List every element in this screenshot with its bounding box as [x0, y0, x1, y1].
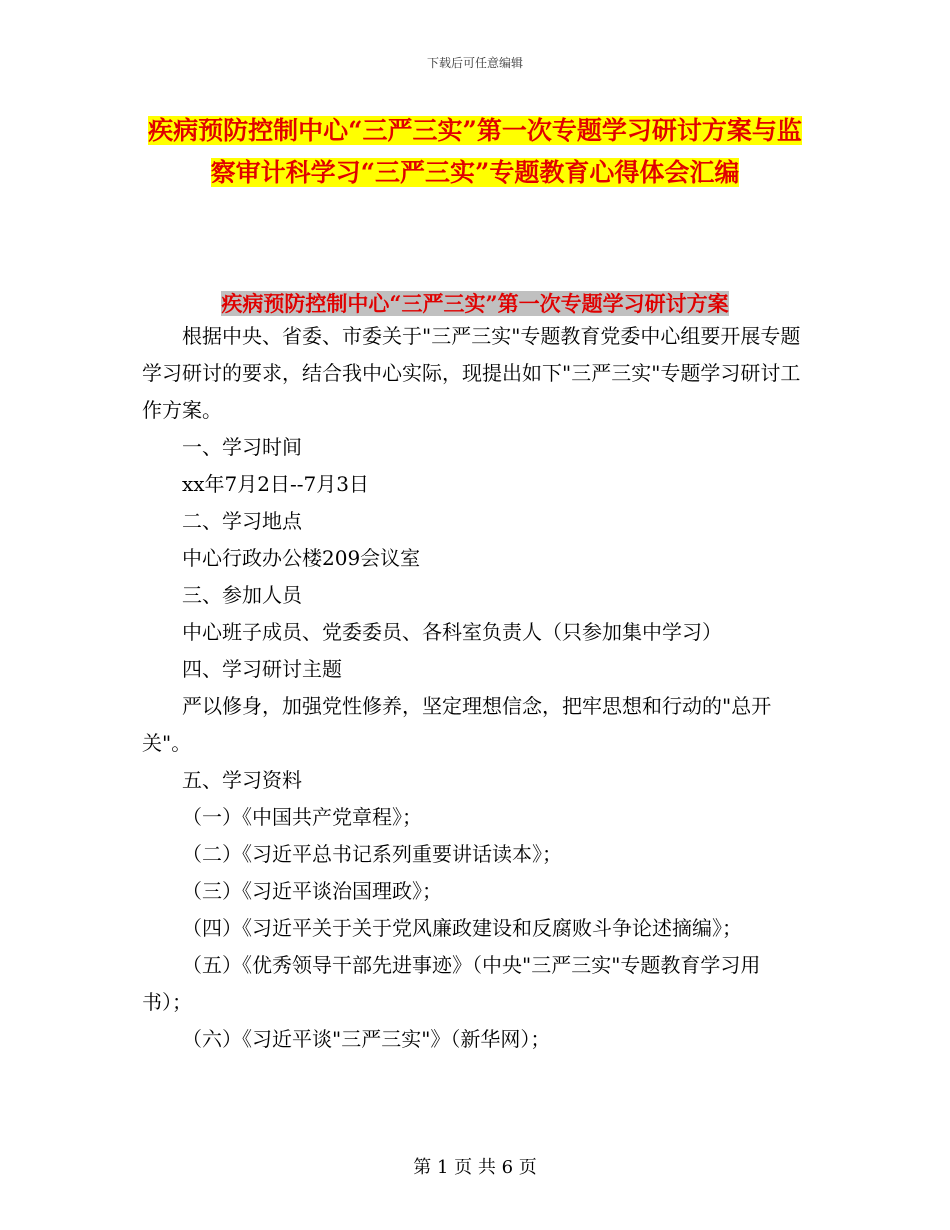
material-item: （四）《习近平关于关于党风廉政建设和反腐败斗争论述摘编》；	[182, 916, 742, 940]
paragraph-intro: 根据中央、省委、市委关于"三严三实"专题教育党委中心组要开展专题学习研讨的要求，结合我中心实际，现提出如下"三严三实"专题学习研讨工作方案。	[142, 324, 801, 422]
paragraph-participants: 中心班子成员、党委委员、各科室负责人（只参加集中学习）	[182, 620, 722, 644]
material-item: （一）《中国共产党章程》；	[182, 805, 422, 829]
paragraph-theme: 严以修身，加强党性修养，坚定理想信念，把牢思想和行动的"总开关"。	[142, 694, 772, 755]
section-title	[140, 290, 810, 318]
heading-materials: 五、学习资料	[182, 768, 302, 792]
material-item: （五）《优秀领导干部先进事迹》（中央"三严三实"专题教育学习用书）；	[142, 953, 761, 1014]
document-title	[140, 110, 810, 194]
heading-study-location: 二、学习地点	[182, 509, 302, 533]
material-item: （三）《习近平谈治国理政》；	[182, 879, 442, 903]
heading-study-time: 一、学习时间	[182, 435, 302, 459]
document-title-text: 疾病预防控制中心“三严三实”第一次专题学习研讨方案与监察审计科学习“三严三实”专题教育心得体会汇编	[148, 116, 802, 187]
header-note: 下载后可任意编辑	[426, 56, 523, 70]
paragraph-study-location: 中心行政办公楼209会议室	[182, 546, 421, 570]
material-item: （六）《习近平谈"三严三实"》（新华网）；	[182, 1027, 551, 1051]
document-body	[142, 318, 810, 1058]
paragraph-study-time: xx年7月2日--7月3日	[182, 472, 369, 496]
page-footer: 第 1 页 共 6 页	[413, 1157, 537, 1178]
section-title-text: 疾病预防控制中心“三严三实”第一次专题学习研讨方案	[221, 291, 729, 316]
heading-theme: 四、学习研讨主题	[182, 657, 342, 681]
material-item: （二）《习近平总书记系列重要讲话读本》；	[182, 842, 562, 866]
heading-participants: 三、参加人员	[182, 583, 302, 607]
